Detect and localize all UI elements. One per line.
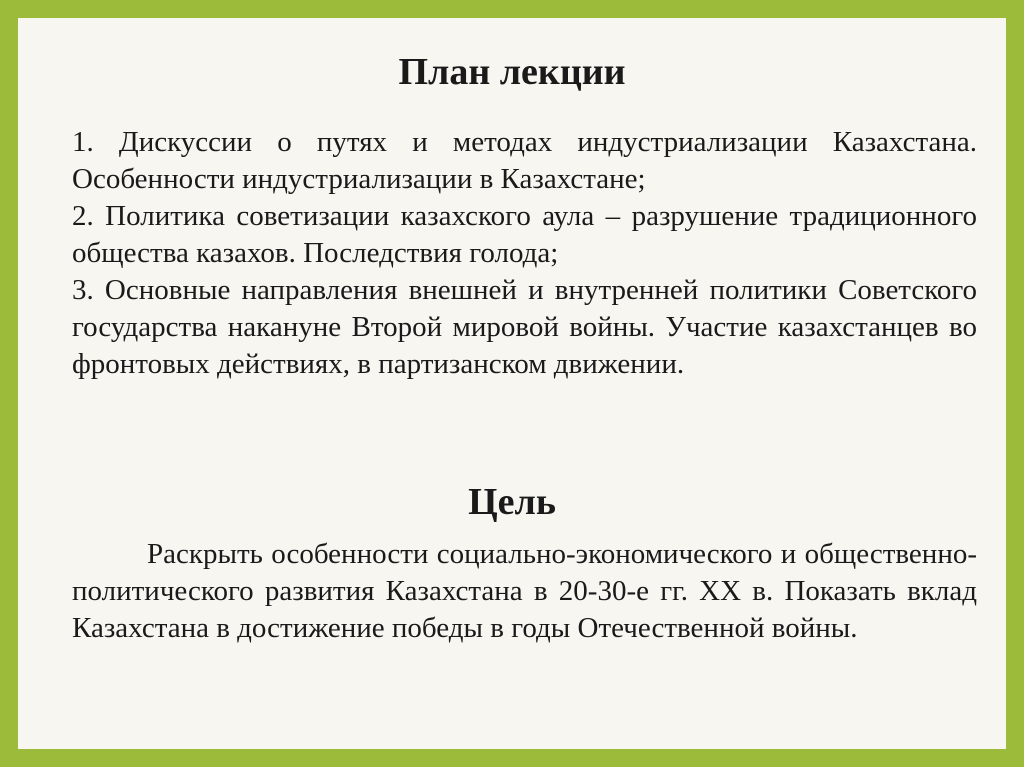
slide: [18, 18, 1006, 749]
plan-item-3: 3. Основные направления внешней и внутренней политики Советского государства накануне Второй мировой войны. Участие казахстанцев во фронтовых действиях, в партизанском движении.: [72, 274, 977, 380]
plan-title: План лекции: [398, 51, 626, 93]
goal-text: Раскрыть особенности социально-экономического и общественно-политического развития Казахстана в 20-30-е гг. XX в. Показать вклад Казахстана в достижение победы в годы Отечественной войны.: [72, 538, 977, 644]
plan-list: [72, 124, 977, 383]
plan-item-1: 1. Дискуссии о путях и методах индустриализации Казахстана. Особенности индустриализации в Казахстане;: [72, 126, 977, 195]
plan-item-2: 2. Политика советизации казахского аула – разрушение традиционного общества казахов. Последствия голода;: [72, 200, 977, 269]
goal-title: Цель: [468, 481, 556, 523]
